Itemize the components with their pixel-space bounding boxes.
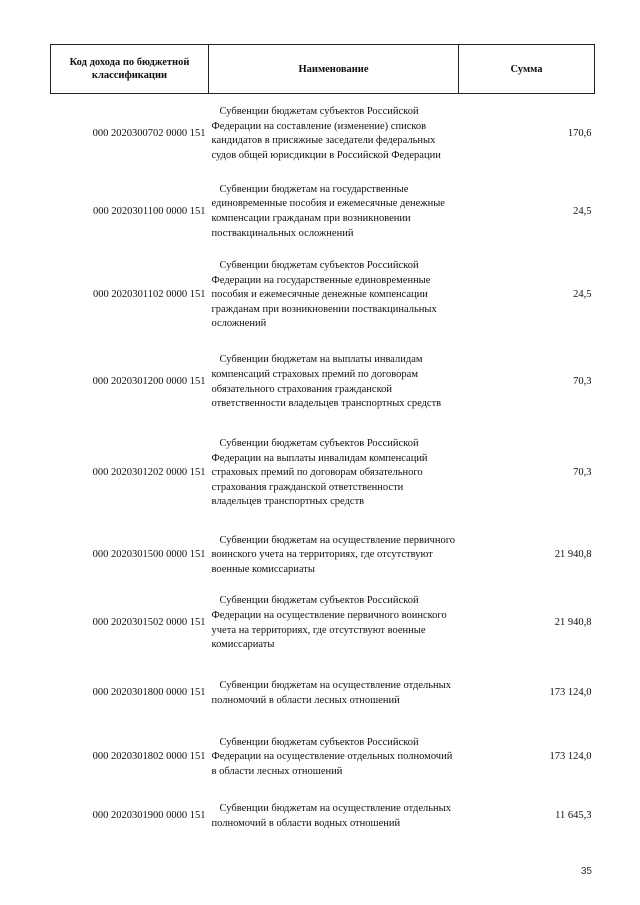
row-name-text: Субвенции бюджетам субъектов Российской Федерации на составление (изменение) списков кандидатов в присяжные заседатели федеральных судов общей юрисдикции в Российской Федерации (211, 106, 441, 161)
table-row (51, 788, 595, 846)
table-row (51, 660, 595, 728)
header-sum: Сумма (459, 45, 595, 94)
row-sum: 170,6 (567, 127, 592, 139)
row-sum: 70,3 (573, 376, 592, 388)
row-code: 000 2020301502 0000 151 (92, 617, 206, 629)
row-name-text: Субвенции бюджетам на осуществление отдельных полномочий в области водных отношений (211, 802, 451, 829)
row-name (209, 250, 459, 342)
row-name-text: Субвенции бюджетам субъектов Российской Федерации на государственные единовременные пособия и ежемесячные денежные компенсации гражданам при возникновении поствакцинальных осложнений (211, 260, 437, 330)
row-sum: 24,5 (573, 289, 592, 301)
budget-revenue-table (50, 44, 595, 846)
row-code: 000 2020301800 0000 151 (92, 687, 206, 699)
row-name (209, 788, 459, 846)
row-code: 000 2020301900 0000 151 (92, 810, 206, 822)
row-code: 000 2020301200 0000 151 (92, 376, 206, 388)
row-name-text: Субвенции бюджетам на государственные единовременные пособия и ежемесячные денежные компенсации гражданам при возникновении поствакцинальных осложнений (211, 183, 445, 239)
table-row (51, 175, 595, 250)
row-sum: 70,3 (573, 467, 592, 479)
row-code: 000 2020301500 0000 151 (92, 549, 206, 561)
table-row (51, 728, 595, 788)
row-sum: 173 124,0 (549, 751, 592, 763)
row-name-text: Субвенции бюджетам субъектов Российской Федерации на осуществление отдельных полномочий в области лесных отношений (211, 736, 453, 777)
row-name (209, 728, 459, 788)
row-code: 000 2020300702 0000 151 (92, 127, 206, 139)
table-row (51, 424, 595, 524)
row-name-text: Субвенции бюджетам на выплаты инвалидам компенсаций страховых премий по договорам обязательного страхования гражданской ответственности владельцев транспортных средств (211, 354, 442, 410)
row-code: 000 2020301100 0000 151 (93, 205, 206, 217)
row-name (209, 424, 459, 524)
row-name-text: Субвенции бюджетам на осуществление отдельных полномочий в области лесных отношений (211, 679, 451, 706)
row-sum: 21 940,8 (554, 617, 592, 629)
table-row (51, 342, 595, 424)
page-number: 35 (580, 866, 592, 877)
table-row (51, 524, 595, 588)
table-row (51, 588, 595, 660)
row-sum: 11 645,3 (555, 810, 592, 822)
row-name (209, 524, 459, 588)
row-sum: 24,5 (573, 205, 592, 217)
row-name-text: Субвенции бюджетам субъектов Российской Федерации на выплаты инвалидам компенсаций страховых премий по договорам обязательного страхования гражданской ответственности владельцев транспортных средств (211, 438, 428, 508)
row-name (209, 660, 459, 728)
table-header-row (51, 45, 595, 94)
header-name: Наименование (209, 45, 459, 94)
row-sum: 21 940,8 (554, 549, 592, 561)
row-name (209, 342, 459, 424)
table-row (51, 94, 595, 175)
header-code: Код дохода по бюджетной классификации (51, 45, 209, 94)
row-name (209, 588, 459, 660)
row-code: 000 2020301802 0000 151 (92, 751, 206, 763)
row-name-text: Субвенции бюджетам на осуществление первичного воинского учета на территориях, где отсутствуют военные комиссариаты (211, 534, 456, 575)
row-name (209, 94, 459, 175)
row-sum: 173 124,0 (549, 687, 592, 699)
table-row (51, 250, 595, 342)
row-code: 000 2020301202 0000 151 (92, 467, 206, 479)
row-name-text: Субвенции бюджетам субъектов Российской Федерации на осуществление первичного воинского учета на территориях, где отсутствуют военные комиссариаты (211, 595, 447, 651)
row-name (209, 175, 459, 250)
row-code: 000 2020301102 0000 151 (93, 289, 206, 301)
